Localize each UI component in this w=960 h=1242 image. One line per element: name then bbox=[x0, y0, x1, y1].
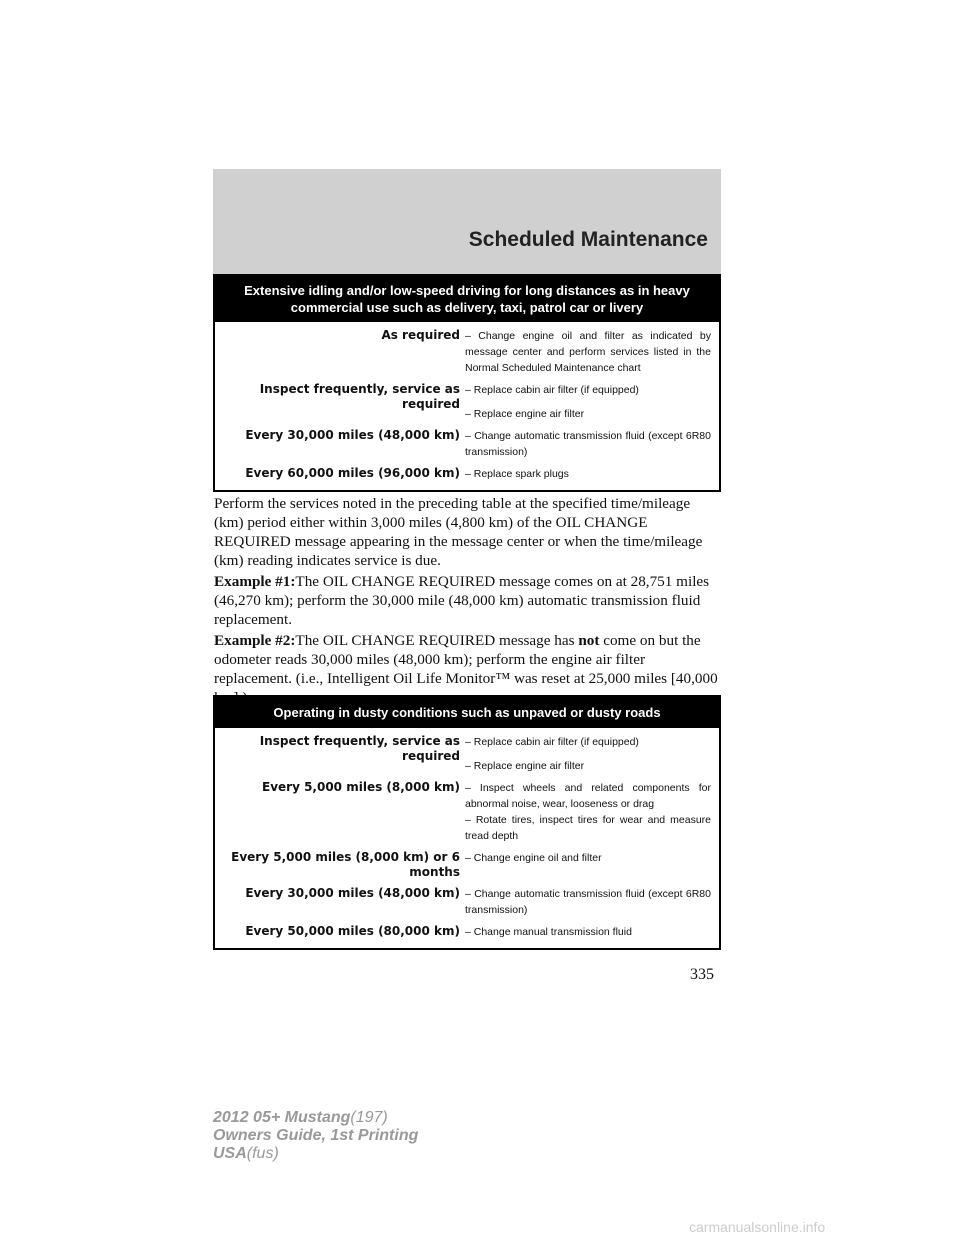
example-label: Example #1: bbox=[214, 573, 296, 590]
example-text: The OIL CHANGE REQUIRED message comes on at 28,751 miles (46,270 km); perform the 30,000 mile (48,000 km) automatic transmission fluid replacement. bbox=[214, 573, 710, 628]
row-item: – Replace engine air filter bbox=[465, 760, 585, 772]
example-label: Example #2: bbox=[214, 632, 296, 649]
example-text: The OIL CHANGE REQUIRED message has bbox=[295, 632, 575, 649]
row-label: Every 30,000 miles (48,000 km) bbox=[245, 428, 460, 442]
table-row bbox=[215, 924, 719, 940]
page-number: 335 bbox=[690, 966, 714, 983]
footer-code: (fus) bbox=[246, 1145, 279, 1162]
example-text: come on but the odometer reads 30,000 miles (48,000 km); perform the engine air filter replacement. (i.e., Intelligent Oil Life Monitor™ was reset at 25,000 miles [40,000 bbox=[214, 632, 718, 687]
page-title: Scheduled Maintenance bbox=[468, 228, 708, 251]
row-label: As required bbox=[381, 328, 460, 342]
row-label: Every 5,000 miles (8,000 km) bbox=[262, 780, 460, 794]
row-item: – Inspect wheels and related components for abnormal noise, wear, looseness or drag bbox=[465, 782, 711, 810]
row-label: Inspect frequently, service as required bbox=[259, 734, 460, 763]
maintenance-table-idling bbox=[213, 274, 721, 492]
table-row bbox=[215, 328, 719, 376]
table-heading: Extensive idling and/or low-speed driving for long distances as in heavy commercial use such as delivery, taxi, patrol car or livery bbox=[215, 276, 719, 322]
row-item: – Change automatic transmission fluid (except 6R80 transmission) bbox=[465, 430, 711, 458]
table-heading: Operating in dusty conditions such as unpaved or dusty roads bbox=[215, 697, 719, 728]
row-label: Every 50,000 miles (80,000 km) bbox=[245, 924, 460, 938]
row-item: – Rotate tires, inspect tires for wear and measure tread depth bbox=[465, 814, 711, 842]
watermark: carmanualsonline.info bbox=[689, 1219, 826, 1235]
row-item: – Replace engine air filter bbox=[465, 408, 585, 420]
table-row bbox=[215, 780, 719, 844]
footer-edition: Owners Guide, 1st Printing bbox=[213, 1127, 419, 1144]
table-row bbox=[215, 382, 719, 422]
table-row bbox=[215, 886, 719, 918]
row-item: – Replace cabin air filter (if equipped) bbox=[465, 736, 639, 748]
row-item: – Change manual transmission fluid bbox=[465, 926, 632, 938]
row-label: Every 30,000 miles (48,000 km) bbox=[245, 886, 460, 900]
row-item: – Change automatic transmission fluid (except 6R80 transmission) bbox=[465, 888, 711, 916]
row-item: – Replace cabin air filter (if equipped) bbox=[465, 384, 639, 396]
emphasis-text: not bbox=[578, 632, 600, 649]
table-row bbox=[215, 428, 719, 460]
footer-model: 2012 05+ Mustang bbox=[213, 1109, 351, 1126]
maintenance-table-dusty bbox=[213, 695, 721, 950]
header-band bbox=[213, 169, 721, 281]
row-item: – Replace spark plugs bbox=[465, 468, 569, 480]
footer-region: USA bbox=[213, 1145, 247, 1162]
body-text bbox=[214, 494, 722, 709]
print-footer bbox=[213, 1109, 418, 1163]
table-row bbox=[215, 734, 719, 774]
table-row bbox=[215, 850, 719, 880]
row-label: Every 5,000 miles (8,000 km) or 6 months bbox=[231, 850, 460, 879]
paragraph: Perform the services noted in the preceding table at the specified time/mileage (km) period either within 3,000 miles (4,800 km) of the OIL CHANGE REQUIRED message appearing in the message center or when the time/mileage (km) reading indicates service is due. bbox=[214, 495, 703, 569]
row-label: Every 60,000 miles (96,000 km) bbox=[245, 466, 460, 480]
footer-code: (197) bbox=[350, 1109, 388, 1126]
row-label: Inspect frequently, service as required bbox=[259, 382, 460, 411]
row-item: – Change engine oil and filter bbox=[465, 852, 602, 864]
table-row bbox=[215, 466, 719, 482]
row-item: – Change engine oil and filter as indicated by message center and perform services listed in the Normal Scheduled Maintenance chart bbox=[465, 330, 711, 374]
example-1 bbox=[214, 572, 722, 629]
